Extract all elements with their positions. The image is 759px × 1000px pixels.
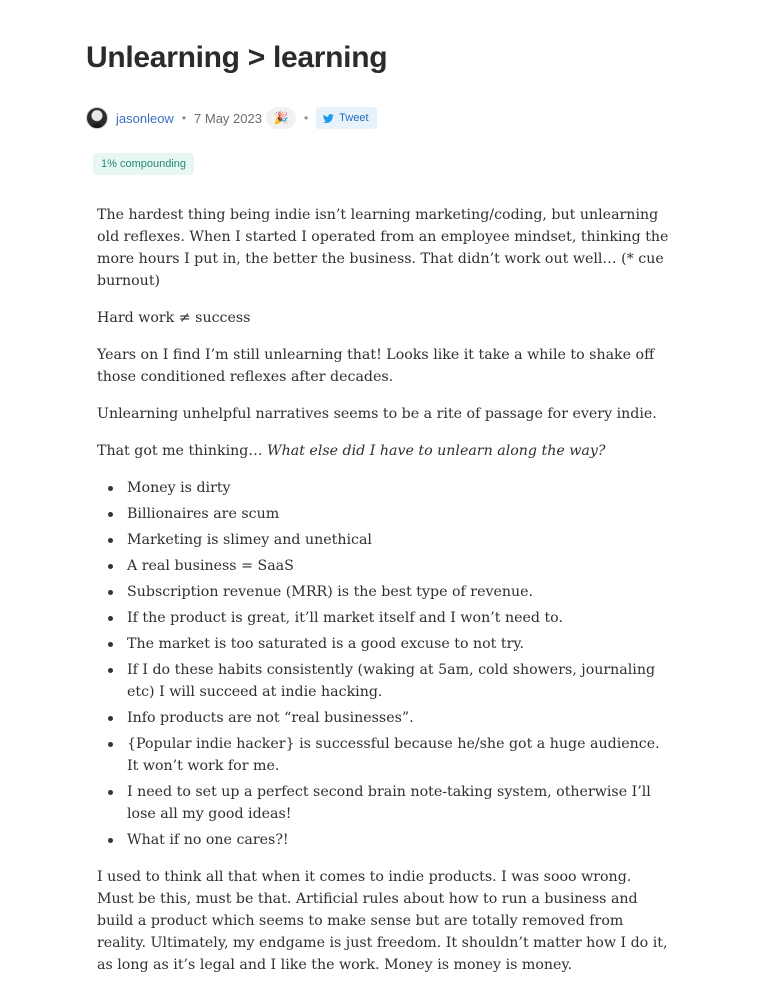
tweet-label: Tweet: [339, 112, 369, 124]
list-item: {Popular indie hacker} is successful because he/she got a huge audience. It won’t work for me.: [127, 733, 672, 777]
twitter-bird-icon: [323, 113, 334, 124]
list-item: If I do these habits consistently (waking at 5am, cold showers, journaling etc) I will succeed at indie hacking.: [127, 659, 672, 703]
post-meta: [86, 106, 377, 130]
post-title: Unlearning > learning: [86, 41, 388, 74]
list-item: Marketing is slimey and unethical: [127, 529, 672, 551]
paragraph: The hardest thing being indie isn’t learning marketing/coding, but unlearning old reflexes. When I started I operated from an employee mindset, thinking the more hours I put in, the better the business. That didn’t work out well… (* cue burnout): [97, 207, 669, 289]
paragraph: Hard work ≠ success: [97, 310, 251, 326]
unlearn-list: [97, 477, 672, 851]
reaction-button[interactable]: [266, 107, 296, 129]
meta-separator: •: [181, 111, 187, 125]
meta-separator: •: [303, 111, 309, 125]
tweet-button[interactable]: [316, 107, 376, 129]
paragraph: [97, 440, 672, 462]
list-item: The market is too saturated is a good excuse to not try.: [127, 633, 672, 655]
post-body: [97, 204, 672, 991]
paragraph-text: That got me thinking…: [97, 443, 268, 459]
list-item: Info products are not “real businesses”.: [127, 707, 672, 729]
paragraph-italic-text: What else did I have to unlearn along the way?: [267, 443, 606, 459]
list-item: What if no one cares?!: [127, 829, 672, 851]
list-item: Billionaires are scum: [127, 503, 672, 525]
author-link[interactable]: jasonleow: [116, 110, 174, 126]
party-popper-icon: 🎉: [273, 111, 289, 125]
list-item: I need to set up a perfect second brain note-taking system, otherwise I’ll lose all my good ideas!: [127, 781, 672, 825]
list-item: If the product is great, it’ll market itself and I won’t need to.: [127, 607, 672, 629]
paragraph: Years on I find I’m still unlearning that! Looks like it take a while to shake off those conditioned reflexes after decades.: [97, 347, 655, 385]
author-avatar[interactable]: [86, 107, 108, 129]
paragraph: I used to think all that when it comes to indie products. I was sooo wrong. Must be this, must be that. Artificial rules about how to run a business and build a product which seems to make sense but are totally removed from reality. Ultimately, my endgame is just freedom. It shouldn’t matter how I do it, as long as it’s legal and I like the work. Money is money is money.: [97, 869, 668, 973]
list-item: A real business = SaaS: [127, 555, 672, 577]
list-item: Subscription revenue (MRR) is the best type of revenue.: [127, 581, 672, 603]
tag-1-percent-compounding[interactable]: 1% compounding: [93, 153, 194, 175]
post-date: 7 May 2023: [194, 110, 262, 126]
paragraph: Unlearning unhelpful narratives seems to be a rite of passage for every indie.: [97, 406, 657, 422]
list-item: Money is dirty: [127, 477, 672, 499]
